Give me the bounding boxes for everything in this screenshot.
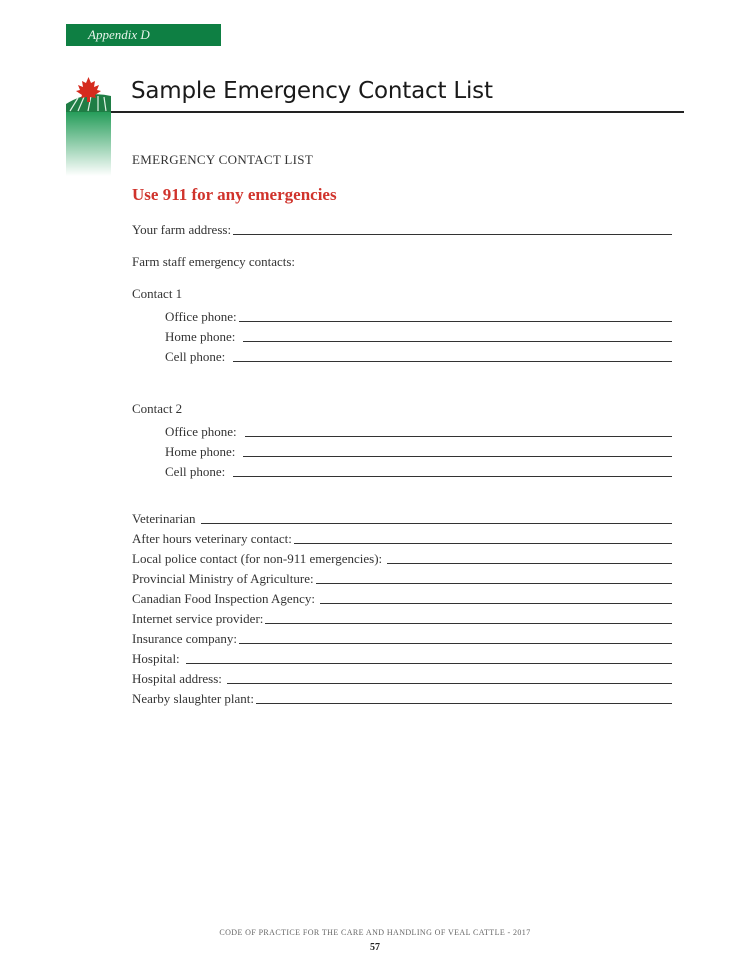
field-blank[interactable]	[256, 692, 672, 704]
contact2-cell-row	[165, 462, 672, 479]
contact1-home-blank[interactable]	[243, 330, 672, 342]
field-row	[132, 609, 672, 626]
contact2-label: Contact 2	[132, 401, 183, 416]
contact1-label: Contact 1	[132, 286, 183, 301]
contact2-home-row	[165, 442, 672, 459]
contact2-cell-blank[interactable]	[233, 465, 672, 477]
contact1-office-row	[165, 307, 672, 324]
field-label: Veterinarian	[132, 511, 196, 526]
emergency-note: Use 911 for any emergencies	[132, 185, 337, 204]
contact1-home-row	[165, 327, 672, 344]
field-blank[interactable]	[239, 632, 672, 644]
field-row	[132, 689, 672, 706]
appendix-label: Appendix D	[88, 27, 150, 42]
field-label: After hours veterinary contact:	[132, 531, 292, 546]
page-title: Sample Emergency Contact List	[131, 78, 493, 104]
farm-address-label: Your farm address:	[132, 222, 232, 237]
contact2-office-row	[165, 422, 672, 439]
farm-address-row	[132, 220, 672, 237]
field-label: Local police contact (for non-911 emergencies):	[132, 551, 383, 566]
field-blank[interactable]	[186, 652, 672, 664]
field-label: Hospital address:	[132, 671, 222, 686]
field-row	[132, 589, 672, 606]
contact1-cell-label: Cell phone:	[165, 349, 226, 364]
page-number: 57	[370, 942, 380, 953]
field-label: Provincial Ministry of Agriculture:	[132, 571, 314, 586]
field-blank[interactable]	[265, 612, 672, 624]
contact2-home-label: Home phone:	[165, 444, 236, 459]
contact1-home-label: Home phone:	[165, 329, 236, 344]
field-row	[132, 649, 672, 666]
footer-text: CODE OF PRACTICE FOR THE CARE AND HANDLING OF VEAL CATTLE - 2017	[219, 928, 531, 937]
field-blank[interactable]	[227, 672, 672, 684]
field-label: Nearby slaughter plant:	[132, 691, 255, 706]
staff-contacts-label: Farm staff emergency contacts:	[132, 254, 296, 269]
field-label: Canadian Food Inspection Agency:	[132, 591, 316, 606]
appendix-tab	[66, 24, 221, 46]
field-row	[132, 669, 672, 686]
field-blank[interactable]	[387, 552, 672, 564]
contact2-cell-label: Cell phone:	[165, 464, 226, 479]
field-row	[132, 509, 672, 526]
section-label: EMERGENCY CONTACT LIST	[132, 152, 314, 167]
field-label: Internet service provider:	[132, 611, 264, 626]
field-row	[132, 529, 672, 546]
field-blank[interactable]	[316, 572, 672, 584]
field-blank[interactable]	[320, 592, 672, 604]
contact2-home-blank[interactable]	[243, 445, 672, 457]
field-blank[interactable]	[201, 512, 672, 524]
field-label: Hospital:	[132, 651, 180, 666]
contact1-office-label: Office phone:	[165, 309, 237, 324]
field-label: Insurance company:	[132, 631, 238, 646]
field-row	[132, 569, 672, 586]
contact1-cell-row	[165, 347, 672, 364]
field-blank[interactable]	[294, 532, 672, 544]
farm-address-blank[interactable]	[233, 223, 672, 235]
contact2-office-blank[interactable]	[245, 425, 672, 437]
field-row	[132, 629, 672, 646]
maple-leaf-farm-logo	[66, 76, 111, 176]
title-rule	[111, 111, 684, 113]
contact1-office-blank[interactable]	[239, 310, 672, 322]
contact2-office-label: Office phone:	[165, 424, 237, 439]
contact1-cell-blank[interactable]	[233, 350, 672, 362]
field-row	[132, 549, 672, 566]
